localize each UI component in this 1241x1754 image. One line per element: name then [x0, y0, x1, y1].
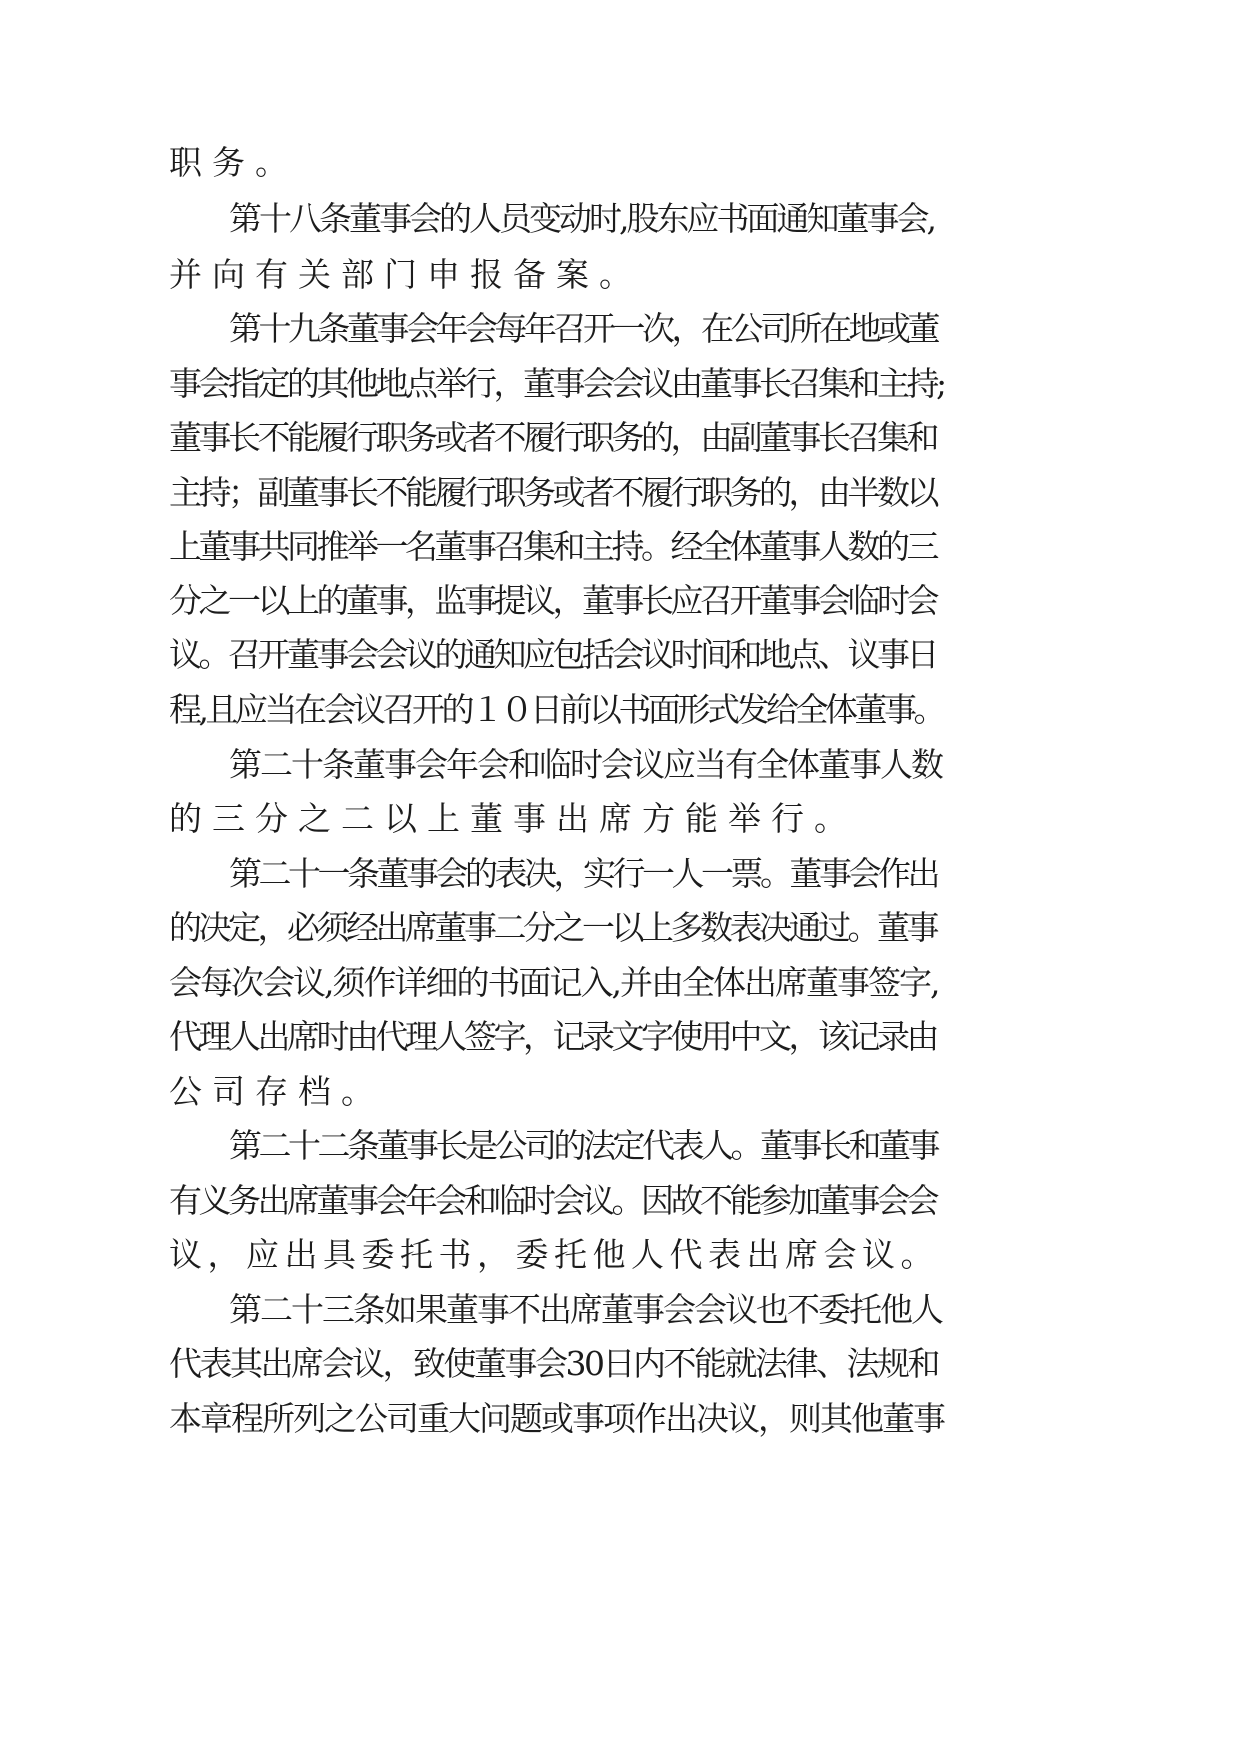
text-line: 第二十条董事会年会和临时会议应当有全体董事人数	[229, 745, 942, 784]
text-line: 的三分之二以上董事出席方能举行。	[169, 799, 857, 838]
text-line: 代表其出席会议，致使董事会30日内不能就法律、法规和	[169, 1344, 938, 1383]
text-line: 董事长不能履行职务或者不履行职务的，由副董事长召集和	[169, 418, 936, 457]
text-line: 第二十三条如果董事不出席董事会会议也不委托他人	[229, 1290, 942, 1329]
text-line: 第十八条董事会的人员变动时,股东应书面通知董事会,	[229, 199, 934, 238]
text-line: 并向有关部门申报备案。	[169, 255, 642, 294]
text-line: 议。召开董事会会议的通知应包括会议时间和地点、议事日	[169, 635, 936, 674]
text-line: 职务。	[169, 143, 298, 182]
text-line: 第十九条董事会年会每年召开一次，在公司所在地或董	[229, 309, 937, 348]
text-line: 代理人出席时由代理人签字，记录文字使用中文，该记录由	[169, 1017, 936, 1056]
text-line: 第二十二条董事长是公司的法定代表人。董事长和董事	[229, 1126, 937, 1165]
text-line: 公司存档。	[169, 1072, 384, 1111]
text-line: 主持；副董事长不能履行职务或者不履行职务的，由半数以	[169, 473, 936, 512]
text-line: 议，应出具委托书，委托他人代表出席会议。	[169, 1235, 939, 1274]
text-line: 会每次会议,须作详细的书面记入,并由全体出席董事签字,	[169, 963, 939, 1002]
text-line: 本章程所列之公司重大问题或事项作出决议，则其他董事	[169, 1399, 944, 1438]
text-line: 分之一以上的董事，监事提议，董事长应召开董事会临时会	[169, 581, 936, 620]
text-line: 第二十一条董事会的表决，实行一人一票。董事会作出	[229, 854, 937, 893]
text-line: 有义务出席董事会年会和临时会议。因故不能参加董事会会	[169, 1181, 936, 1220]
text-line: 事会指定的其他地点举行，董事会会议由董事长召集和主持;	[169, 364, 944, 403]
text-line: 的决定，必须经出席董事二分之一以上多数表决通过。董事	[169, 908, 936, 947]
text-line: 程,且应当在会议召开的１０日前以书面形式发给全体董事。	[169, 690, 943, 729]
text-line: 上董事共同推举一名董事召集和主持。经全体董事人数的三	[169, 527, 936, 566]
